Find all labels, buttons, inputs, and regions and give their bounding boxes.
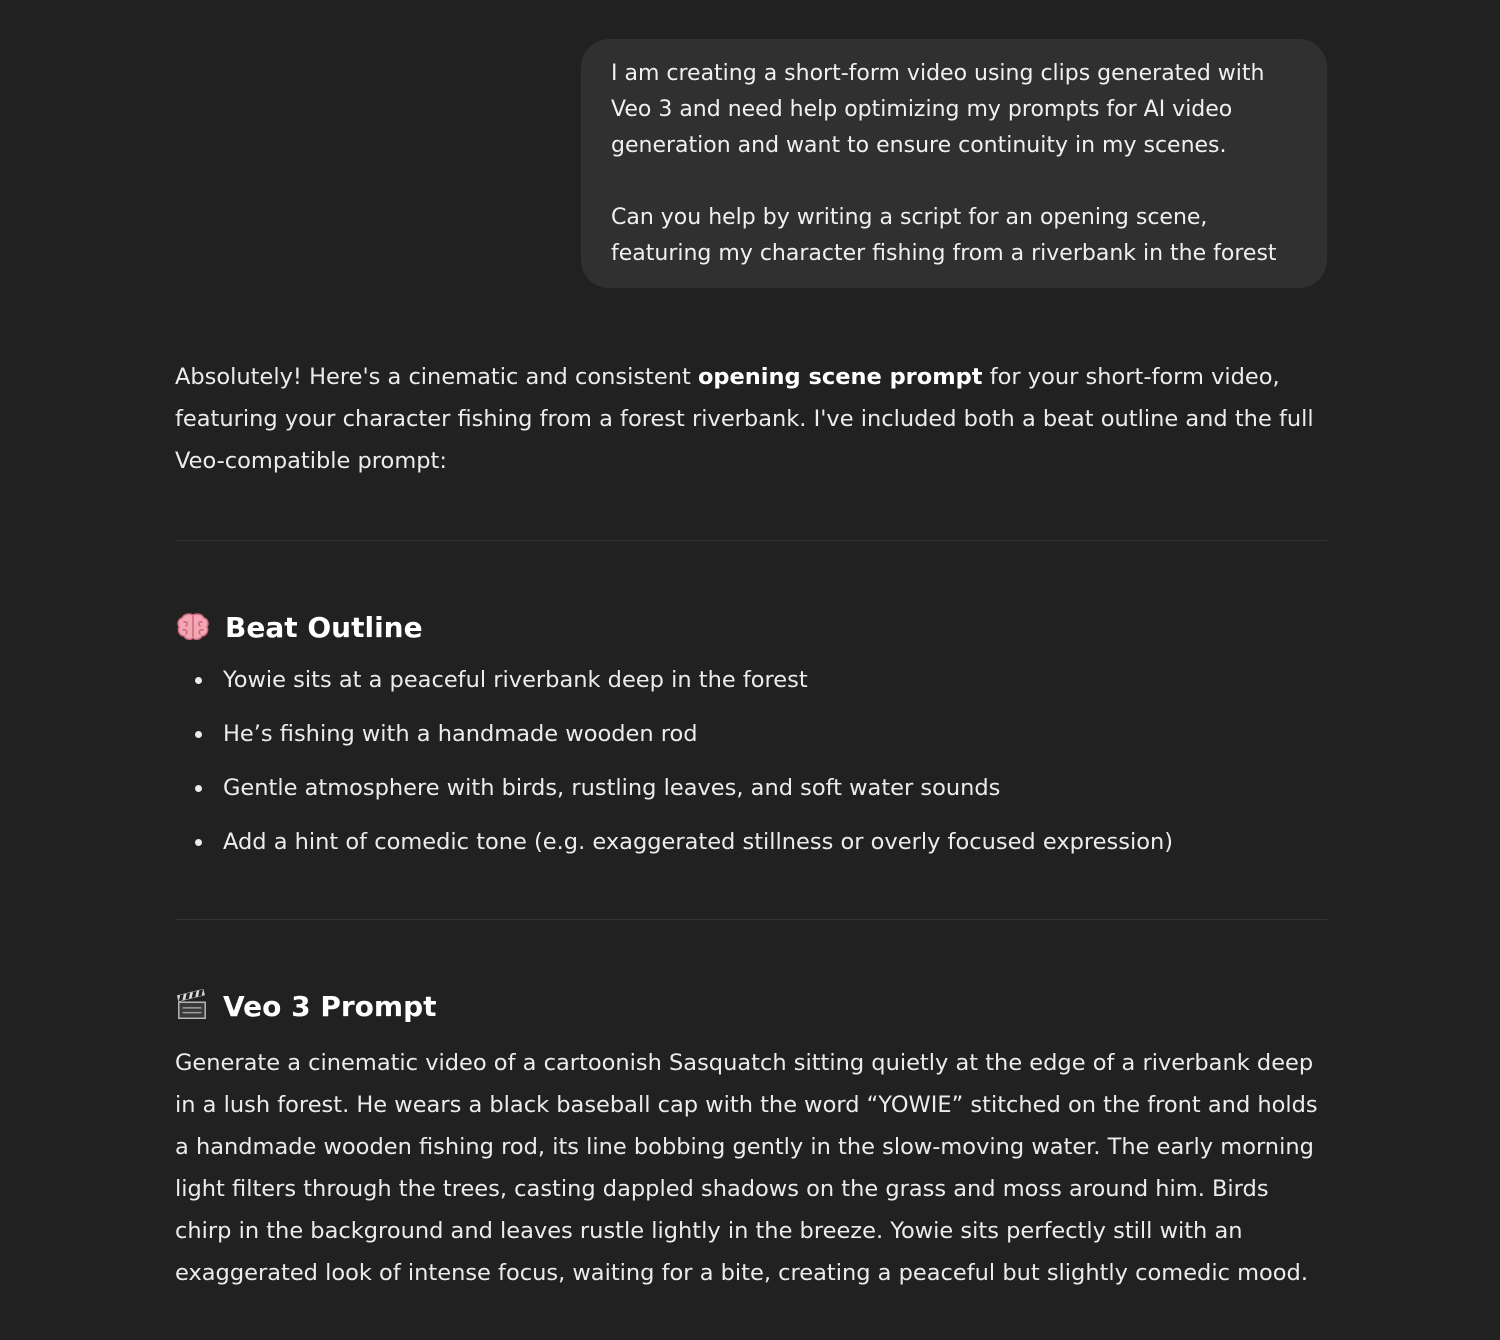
assistant-intro xyxy=(175,356,1327,482)
veo-prompt-heading xyxy=(175,986,1327,1026)
list-item: Yowie sits at a peaceful riverbank deep in the forest xyxy=(175,661,1327,699)
list-item: Add a hint of comedic tone (e.g. exaggerated stillness or overly focused expression) xyxy=(175,823,1327,861)
veo-prompt-text: Generate a cinematic video of a cartoonish Sasquatch sitting quietly at the edge of a riverbank deep in a lush forest. He wears a black baseball cap with the word “YOWIE” stitched on the front and holds a handmade wooden fishing rod, its line bobbing gently in the slow-moving water. The early morning light filters through the trees, casting dappled shadows on the grass and moss around him. Birds chirp in the background and leaves rustle lightly in the breeze. Yowie sits perfectly still with an exaggerated look of intense focus, waiting for a bite, creating a peaceful but slightly comedic mood. xyxy=(175,1050,1318,1286)
section-divider xyxy=(175,540,1327,541)
list-item: Gentle atmosphere with birds, rustling leaves, and soft water sounds xyxy=(175,769,1327,807)
beat-outline-list xyxy=(175,661,1327,861)
list-item: He’s fishing with a handmade wooden rod xyxy=(175,715,1327,753)
user-message-paragraph: I am creating a short-form video using clips generated with Veo 3 and need help optimizing my prompts for AI video generation and want to ensure continuity in my scenes. xyxy=(611,61,1265,158)
intro-text: Absolutely! Here's a cinematic and consistent xyxy=(175,364,698,390)
user-message-bubble[interactable] xyxy=(581,39,1327,288)
beat-outline-title: Beat Outline xyxy=(225,610,423,644)
veo-prompt-title: Veo 3 Prompt xyxy=(223,989,437,1023)
chat-thread xyxy=(175,0,1327,1294)
assistant-message xyxy=(175,356,1327,1294)
intro-text: for your short-form video, featuring your character fishing from a forest riverbank. I've included both a beat outline and the full Veo-compatible prompt: xyxy=(175,364,1314,474)
beat-outline-heading xyxy=(175,607,1327,647)
intro-bold-text: opening scene prompt xyxy=(697,364,983,390)
user-message-row xyxy=(175,0,1327,288)
brain-icon xyxy=(175,609,211,645)
clapper-board-icon xyxy=(175,989,209,1023)
section-divider xyxy=(175,919,1327,920)
user-message-paragraph: Can you help by writing a script for an opening scene, featuring my character fishing from a riverbank in the forest xyxy=(611,205,1277,266)
